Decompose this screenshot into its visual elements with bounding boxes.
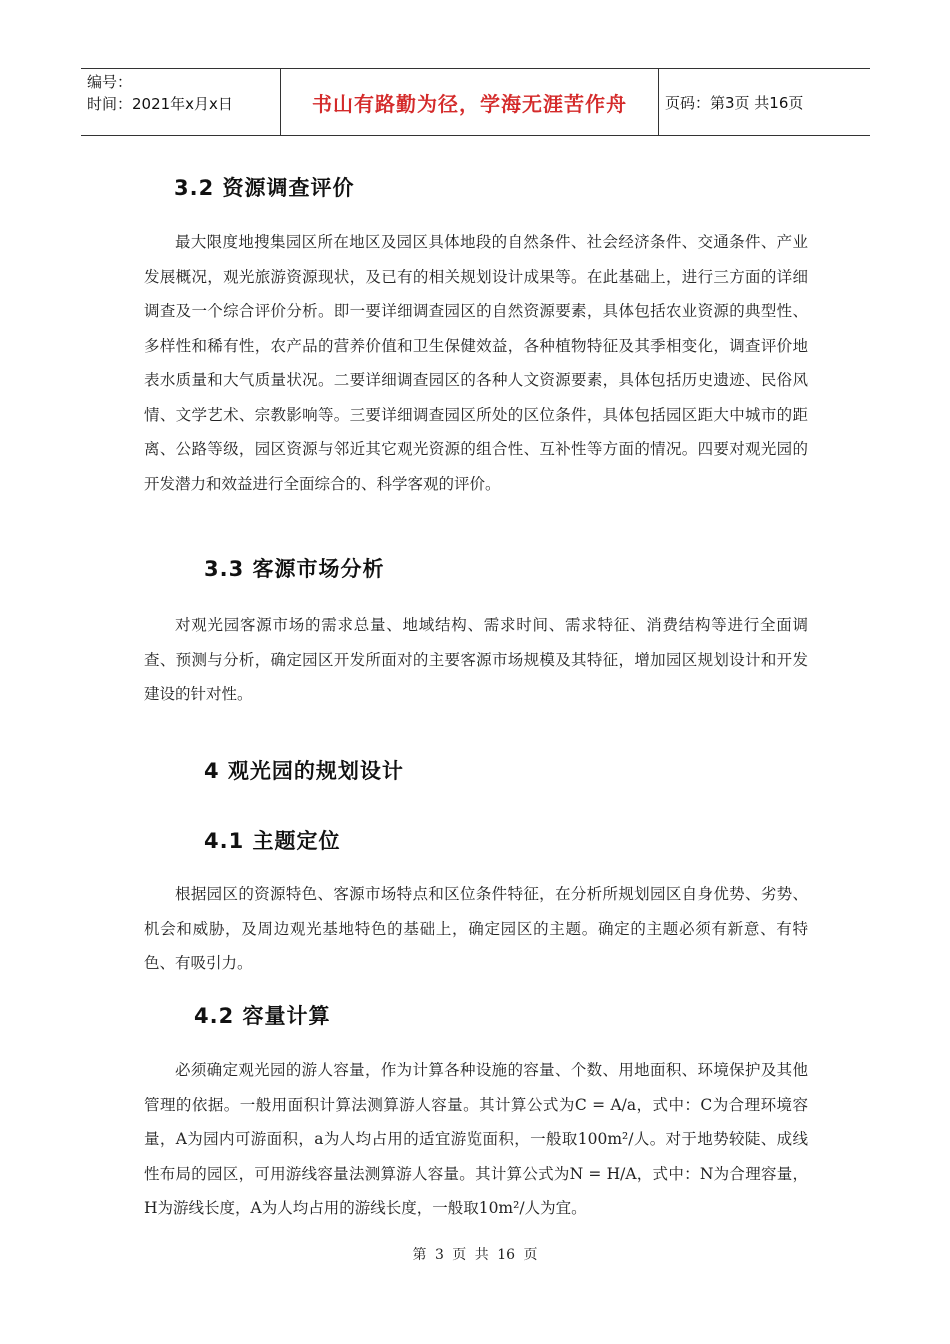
section-heading-4-1: 4.1 主题定位	[204, 829, 341, 853]
section-paragraph-4-2: 必须确定观光园的游人容量，作为计算各种设施的容量、个数、用地面积、环境保护及其他管理的依据。一般用面积计算法测算游人容量。其计算公式为C = A/a，式中：C为合理环境容量，A为园内可游面积，a为人均占用的适宜游览面积，一般取100m²/人。对于地势较陡、成线性布局的园区，可用游线容量法测算游人容量。其计算公式为N = H/A，式中：N为合理容量，H为游线长度，A为人均占用的游线长度，一般取10m²/人为宜。	[144, 1061, 808, 1217]
page-header	[81, 68, 870, 136]
header-page-code: 页码：第3页 共16页	[665, 93, 804, 112]
chapter-heading-4: 4 观光园的规划设计	[204, 759, 404, 783]
serial-label: 编号：	[87, 73, 133, 91]
section-heading-3-3: 3.3 客源市场分析	[204, 557, 385, 581]
section-heading-4-2: 4.2 容量计算	[194, 1004, 331, 1028]
header-motto: 书山有路勤为径，学海无涯苦作舟	[281, 69, 659, 135]
page-footer: 第 3 页 共 16 页	[412, 1247, 538, 1263]
section-paragraph-4-1: 根据园区的资源特色、客源市场特点和区位条件特征，在分析所规划园区自身优势、劣势、机会和威胁，及周边观光基地特色的基础上，确定园区的主题。确定的主题必须有新意、有特色、有吸引力。	[144, 885, 808, 972]
section-heading-3-2: 3.2 资源调查评价	[174, 176, 355, 200]
header-meta	[81, 69, 281, 135]
date-label: 时间：2021年x月x日	[87, 95, 233, 113]
section-paragraph-3-2: 最大限度地搜集园区所在地区及园区具体地段的自然条件、社会经济条件、交通条件、产业发展概况，观光旅游资源现状，及已有的相关规划设计成果等。在此基础上，进行三方面的详细调查及一个综合评价分析。即一要详细调查园区的自然资源要素，具体包括农业资源的典型性、多样性和稀有性，农产品的营养价值和卫生保健效益，各种植物特征及其季相变化，调查评价地表水质量和大气质量状况。二要详细调查园区的各种人文资源要素，具体包括历史遗迹、民俗风情、文学艺术、宗教影响等。三要详细调查园区所处的区位条件，具体包括园区距大中城市的距离、公路等级，园区资源与邻近其它观光资源的组合性、互补性等方面的情况。四要对观光园的开发潜力和效益进行全面综合的、科学客观的评价。	[144, 233, 808, 493]
section-paragraph-3-3: 对观光园客源市场的需求总量、地域结构、需求时间、需求特征、消费结构等进行全面调查、预测与分析，确定园区开发所面对的主要客源市场规模及其特征，增加园区规划设计和开发建设的针对性。	[144, 616, 808, 703]
